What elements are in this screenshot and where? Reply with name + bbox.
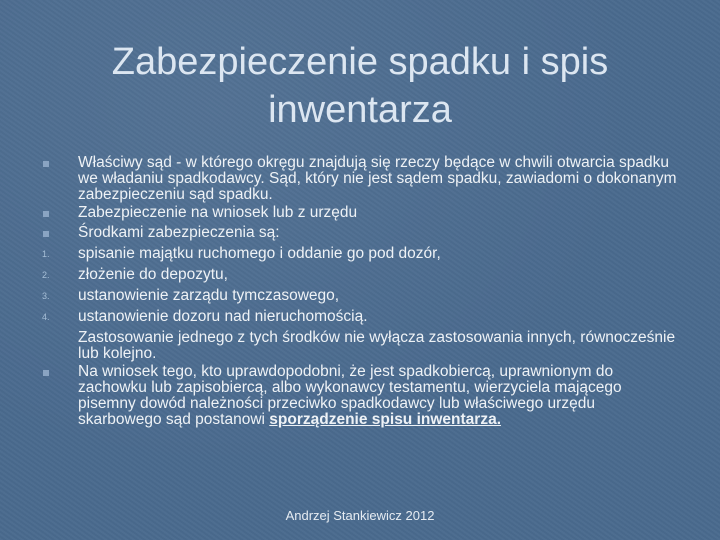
item-text: Właściwy sąd - w którego okręgu znajdują się rzeczy będące w chwili otwarcia spadku we władaniu spadkodawcy. Sąd, który nie jest sądem spadku, zawiadomi o dokonanym zabezpieczeniu sąd spadku. [78,154,677,203]
item-number: 1. [42,249,50,259]
list-item-numbered-1 [40,246,680,262]
list-item-numbered-2 [40,267,680,283]
footer-author: Andrzej Stankiewicz 2012 [285,508,435,523]
item-text [78,364,680,428]
item-text: Zabezpieczenie na wniosek lub z urzędu [78,204,358,221]
title-line-1: Zabezpieczenie spadku i spis [111,41,609,83]
item-text: ustanowienie zarządu tymczasowego, [78,287,340,304]
item-text: spisanie majątku ruchomego i oddanie go pod dozór, [78,245,441,262]
list-item-inventory [40,364,680,428]
square-bullet-icon [43,231,49,237]
item-text: ustanowienie dozoru nad nieruchomością. [78,308,368,325]
list-item-numbered-4 [40,309,680,325]
item-text: Środkami zabezpieczenia są: [78,224,280,241]
list-item-numbered-3 [40,288,680,304]
square-bullet-icon [43,211,49,217]
item-number: 2. [42,270,50,280]
list-item-protection [40,205,680,221]
square-bullet-icon [43,161,49,167]
item-number: 3. [42,291,50,301]
list-item-court [40,155,680,203]
item-number: 4. [42,312,50,322]
emphasized-text: sporządzenie spisu inwentarza. [269,411,501,428]
title-line-2: inwentarza [268,89,452,131]
item-text-main: Na wniosek tego, kto uprawdopodobni, że jest spadkobiercą, uprawnionym do zachowku lub zapisobiercą, albo wykonawcy testamentu, wierzyciela mającego pisemny dowód należności przeciwko spadkodawcy lub właściwego urzędu skarbowego sąd postanowi [78,363,622,428]
item-text: Zastosowanie jednego z tych środków nie wyłącza zastosowania innych, równocześnie lub kolejno. [78,329,676,362]
content-list [40,155,680,428]
list-item-note [40,330,680,362]
item-text: złożenie do depozytu, [78,266,228,283]
list-item-measures [40,225,680,241]
square-bullet-icon [43,370,49,376]
slide-title [60,38,660,134]
